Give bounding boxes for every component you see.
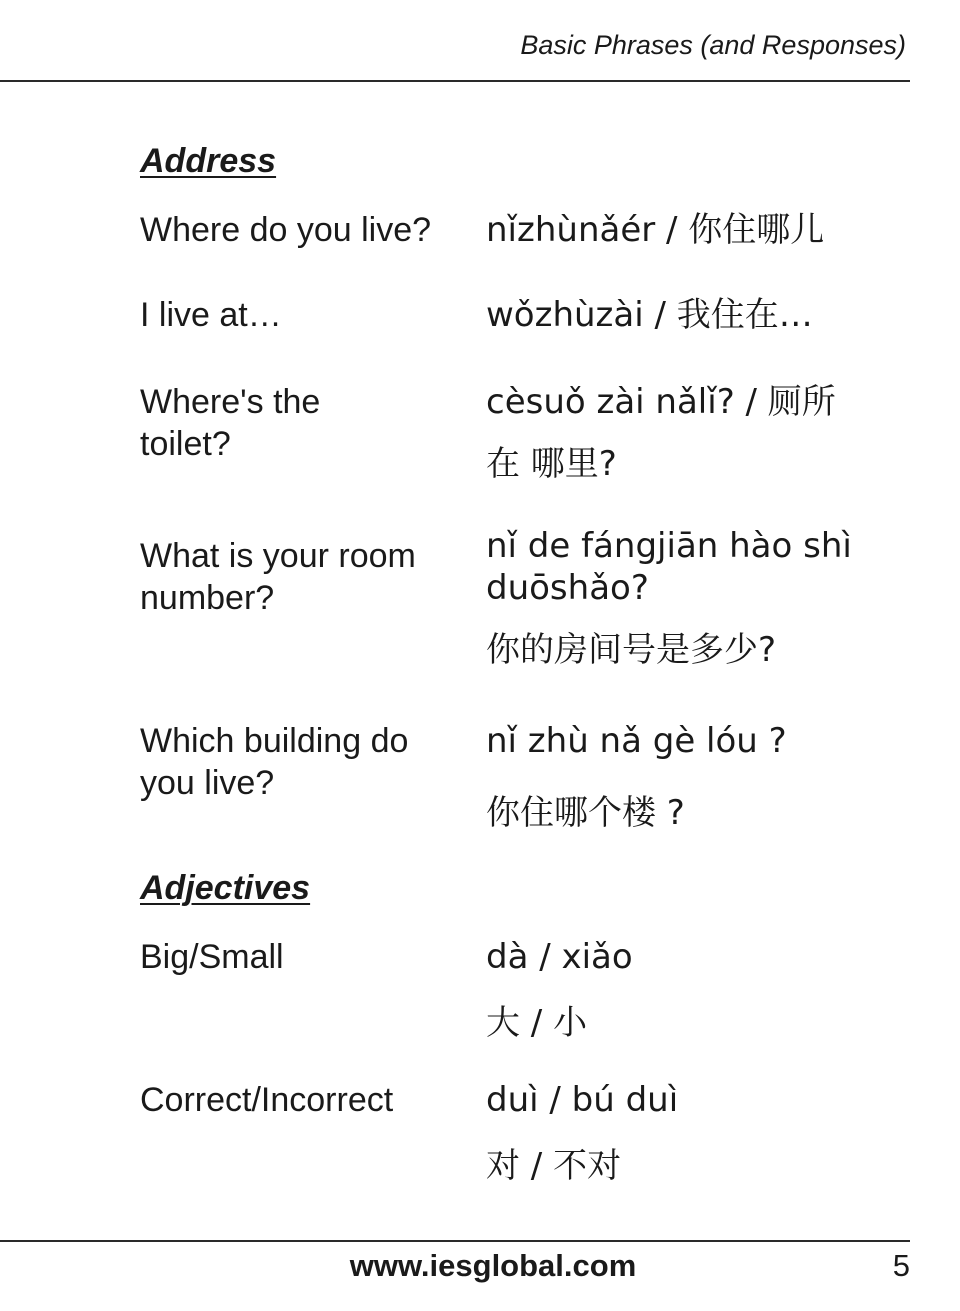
footer-url: www.iesglobal.com bbox=[349, 1248, 637, 1283]
header-rule bbox=[0, 80, 910, 82]
translation-line: 你住哪个楼 ? bbox=[486, 793, 685, 833]
translation-line: nǐ zhù nǎ gè lóu ? bbox=[486, 721, 787, 761]
translation-line: 在 哪里? bbox=[486, 444, 617, 484]
english-phrase: Which building do you live? bbox=[140, 722, 409, 802]
translation-line: wǒzhùzài / 我住在… bbox=[486, 295, 813, 335]
translation bbox=[486, 720, 856, 834]
footer-rule bbox=[0, 1240, 910, 1242]
translation-line: dà / xiǎo bbox=[486, 937, 633, 977]
english-phrase: I live at… bbox=[140, 296, 282, 334]
running-header-title: Basic Phrases (and Responses) bbox=[520, 30, 906, 60]
section-heading-address: Address bbox=[140, 142, 277, 180]
english-phrase: Correct/Incorrect bbox=[140, 1081, 394, 1119]
translation-line: 大 / 小 bbox=[486, 1003, 588, 1043]
page-number: 5 bbox=[892, 1248, 910, 1283]
translation bbox=[486, 1079, 856, 1187]
translation bbox=[486, 294, 856, 336]
section-heading-adjectives: Adjectives bbox=[140, 869, 311, 907]
translation-line: nǐzhùnǎér / 你住哪儿 bbox=[486, 210, 825, 250]
translation-line: nǐ de fángjiān hào shì duōshǎo? bbox=[486, 526, 852, 608]
translation-line: cèsuǒ zài nǎlǐ? / 厕所 bbox=[486, 382, 836, 422]
translation bbox=[486, 936, 856, 1044]
english-phrase: Where's the toilet? bbox=[140, 383, 321, 463]
translation bbox=[486, 209, 856, 251]
english-phrase: Big/Small bbox=[140, 938, 284, 976]
translation-line: 对 / 不对 bbox=[486, 1146, 622, 1186]
english-phrase: What is your room number? bbox=[140, 537, 416, 617]
translation bbox=[486, 525, 856, 671]
english-phrase: Where do you live? bbox=[140, 211, 432, 249]
translation-line: duì / bú duì bbox=[486, 1080, 679, 1120]
translation-line: 你的房间号是多少? bbox=[486, 630, 777, 670]
translation bbox=[486, 381, 856, 485]
